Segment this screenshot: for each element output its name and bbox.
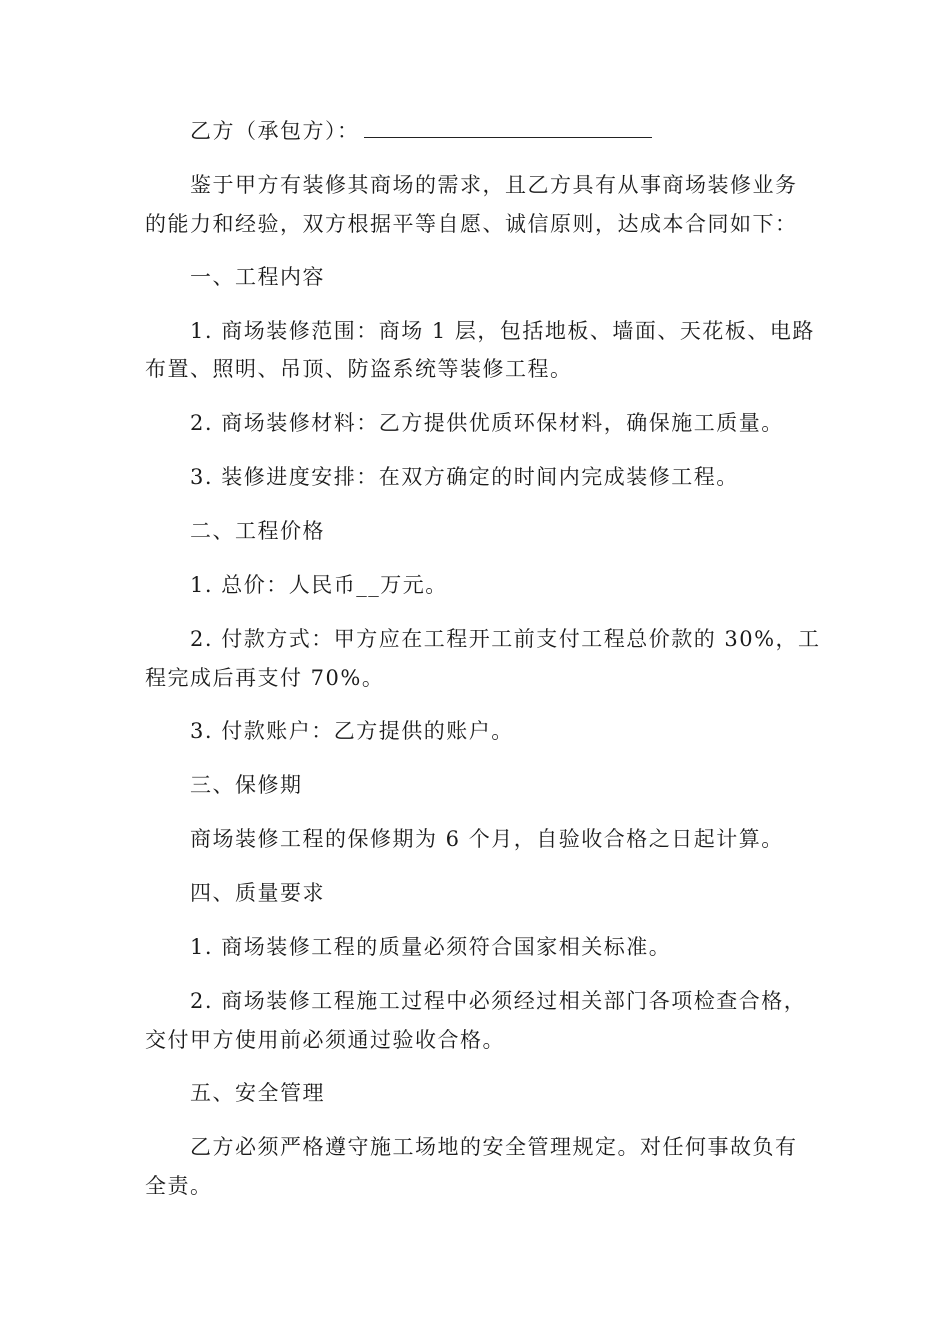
section5-text-line1: 乙方必须严格遵守施工场地的安全管理规定。对任何事故负有: [190, 1135, 798, 1159]
section1-item1-line1: 1. 商场装修范围：商场 1 层，包括地板、墙面、天花板、电路: [190, 319, 815, 343]
section1-heading: 一、工程内容: [190, 265, 325, 289]
party-b-label: 乙方（承包方）：: [190, 119, 360, 143]
party-b-blank: [364, 115, 652, 138]
section5-heading: 五、安全管理: [190, 1081, 325, 1105]
section2-item1: 1. 总价：人民币__万元。: [190, 573, 448, 597]
section3-text: 商场装修工程的保修期为 6 个月，自验收合格之日起计算。: [190, 827, 784, 851]
party-b-line: [145, 112, 840, 150]
section1-item1-line2: 布置、照明、吊顶、防盗系统等装修工程。: [145, 357, 573, 381]
section4-item2-line2: 交付甲方使用前必须通过验收合格。: [145, 1028, 505, 1052]
section5-text-line2: 全责。: [145, 1174, 213, 1198]
section2-item2-line1: 2. 付款方式：甲方应在工程开工前支付工程总价款的 30%，工: [190, 627, 821, 651]
section2-item2-line2: 程完成后再支付 70%。: [145, 666, 385, 690]
section3-heading: 三、保修期: [190, 773, 303, 797]
preamble-line-2: 的能力和经验，双方根据平等自愿、诚信原则，达成本合同如下：: [145, 212, 798, 236]
section4-item2-line1: 2. 商场装修工程施工过程中必须经过相关部门各项检查合格，: [190, 989, 807, 1013]
section2-item3: 3. 付款账户：乙方提供的账户。: [190, 719, 514, 743]
section4-heading: 四、质量要求: [190, 881, 325, 905]
section2-heading: 二、工程价格: [190, 519, 325, 543]
section4-item1: 1. 商场装修工程的质量必须符合国家相关标准。: [190, 935, 672, 959]
section1-item3: 3. 装修进度安排：在双方确定的时间内完成装修工程。: [190, 465, 739, 489]
preamble-line-1: 鉴于甲方有装修其商场的需求，且乙方具有从事商场装修业务: [190, 173, 798, 197]
section1-item2: 2. 商场装修材料：乙方提供优质环保材料，确保施工质量。: [190, 411, 784, 435]
